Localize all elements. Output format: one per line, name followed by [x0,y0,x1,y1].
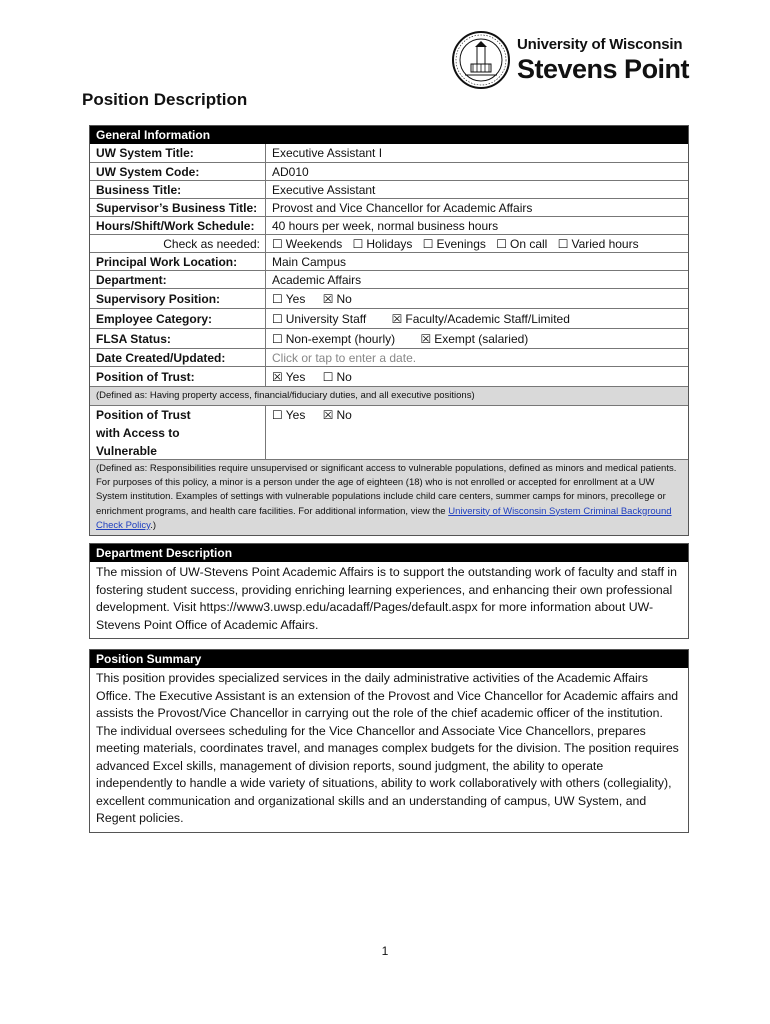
option-label: Exempt (salaried) [434,332,529,346]
row-business-title [90,180,688,198]
row-employee-category [90,308,688,328]
row-location [90,252,688,270]
checkbox-no[interactable] [323,370,352,384]
checkbox-exempt[interactable] [420,332,528,346]
label: Supervisory Position: [90,289,266,308]
label: Hours/Shift/Work Schedule: [90,217,266,234]
date-input[interactable]: Click or tap to enter a date. [272,351,417,365]
logo-line-2: Stevens Point [517,54,690,84]
label: Principal Work Location: [90,253,266,270]
checkbox-checked-icon: ☒ [420,332,432,346]
label: Position of Trust with Access to Vulnerable [90,406,266,459]
checkbox-unchecked-icon: ☐ [272,312,283,326]
value[interactable]: Main Campus [272,255,347,269]
department-description-header: Department Description [90,544,688,562]
criminal-background-policy-link[interactable]: University of Wisconsin System Criminal Background Check Policy [96,505,672,531]
checkbox-unchecked-icon: ☐ [496,237,507,251]
note-end: .) [150,519,157,531]
row-flsa [90,328,688,348]
general-information-header: General Information [90,126,688,144]
label: Position of Trust: [90,367,266,386]
row-hours [90,216,688,234]
checkbox-unchecked-icon: ☐ [557,237,569,251]
value[interactable]: Executive Assistant I [272,146,383,160]
value[interactable]: Academic Affairs [272,273,362,287]
university-logo [451,30,691,90]
label: Supervisor’s Business Title: [90,199,266,216]
option-label: No [336,408,352,422]
option-label: No [336,292,352,306]
checkbox-unchecked-icon: ☐ [272,332,283,346]
checkbox-no[interactable] [323,292,352,306]
options [266,309,688,328]
value[interactable]: Executive Assistant [272,183,376,197]
checkbox-no[interactable] [323,408,352,422]
options [266,367,688,386]
options [266,235,688,252]
checkbox-checked-icon: ☒ [272,370,283,384]
checkbox-checked-icon: ☒ [322,408,334,422]
general-information-table [89,125,689,536]
option-label: Non-exempt (hourly) [285,332,396,346]
label: Employee Category: [90,309,266,328]
label: Department: [90,271,266,288]
position-summary-section [89,649,689,833]
vulnerable-note [90,459,688,535]
checkbox-evenings[interactable] [423,237,486,251]
page-title: Position Description [82,90,248,109]
row-check-as-needed [90,234,688,252]
trust-note: (Defined as: Having property access, financial/fiduciary duties, and all executive positions) [90,386,688,405]
checkbox-unchecked-icon: ☐ [422,237,434,251]
note-text: (Defined as: Responsibilities require unsupervised or significant access to vulnerable populations, defined as minors and medical patients. For purposes of this policy, a minor is a person under the age of eighteen (18) who is not enrolled or accepted for enrollment at a UW System institution. Examples of settings with vulnerable populations include child care centers, summer camps for minors, precollege or enrichment programs, and health care facilities. For additional information, view the [96,463,677,517]
university-seal-icon [451,30,511,90]
value[interactable]: Provost and Vice Chancellor for Academic Affairs [272,201,533,215]
label: UW System Code: [90,163,266,180]
row-vulnerable-populations [90,405,688,459]
checkbox-university-staff[interactable] [272,312,366,326]
checkbox-yes[interactable] [272,292,305,306]
row-supervisor-title [90,198,688,216]
option-label: Yes [285,292,306,306]
option-label: Holidays [366,237,413,251]
logo-line-1: University of Wisconsin [517,36,683,53]
option-label: Yes [285,370,306,384]
row-position-of-trust [90,366,688,386]
checkbox-checked-icon: ☒ [322,292,334,306]
checkbox-checked-icon: ☒ [391,312,403,326]
position-summary-header: Position Summary [90,650,688,668]
page-number: 1 [381,944,389,958]
row-supervisory [90,288,688,308]
label: Business Title: [90,181,266,198]
checkbox-on-call[interactable] [496,237,547,251]
label: Date Created/Updated: [90,349,266,366]
position-summary-text: This position provides specialized services in the daily administrative activities of the Academic Affairs Office. The Executive Assistant is an extension of the Provost and Vice Chancellor for Academic affairs and assists the Provost/Vice Chancellor in carrying out the role of the chief academic officer of the institution. The individual oversees scheduling for the Vice Chancellor and Associate Vice Chancellors, prepares meeting materials, coordinates travel, and manages complex budgets for the division. The position requires advanced Excel skills, management of division reports, sound judgment, the ability to operate independently to handle a wide variety of situations, ability to work collaboratively with others (collegiality), excellent communication and organizational skills and an understanding of campus, UW System, and Regent policies. [96,671,679,825]
department-description-section [89,543,689,639]
checkbox-faculty-academic-staff[interactable] [392,312,570,326]
checkbox-varied-hours[interactable] [558,237,639,251]
checkbox-weekends[interactable] [272,237,342,251]
option-label: Varied hours [571,237,639,251]
option-label: Evenings [436,237,486,251]
row-department [90,270,688,288]
row-uw-system-title [90,144,688,162]
department-description-text: The mission of UW-Stevens Point Academic Affairs is to support the outstanding work of faculty and staff in fostering student success, providing enriching learning experiences, and enhancing their own professional development. Visit https://www3.uwsp.edu/acadaff/Pages/default.aspx for more information about UW-Stevens Point Office of Academic Affairs. [96,565,677,632]
option-label: No [336,370,352,384]
label: Check as needed: [90,235,266,252]
checkbox-non-exempt[interactable] [272,332,395,346]
option-label: Faculty/Academic Staff/Limited [405,312,570,326]
option-label: Yes [285,408,306,422]
options [266,289,688,308]
options [266,406,688,459]
value[interactable]: AD010 [272,165,309,179]
label: FLSA Status: [90,329,266,348]
checkbox-unchecked-icon: ☐ [352,237,364,251]
checkbox-yes[interactable] [272,370,305,384]
value[interactable]: 40 hours per week, normal business hours [272,219,499,233]
option-label: On call [509,237,548,251]
row-date [90,348,688,366]
option-label: Weekends [285,237,343,251]
checkbox-unchecked-icon: ☐ [272,237,283,251]
checkbox-unchecked-icon: ☐ [272,408,283,422]
checkbox-unchecked-icon: ☐ [322,370,334,384]
checkbox-yes[interactable] [272,408,305,422]
label: UW System Title: [90,144,266,162]
checkbox-unchecked-icon: ☐ [272,292,283,306]
options [266,329,688,348]
option-label: University Staff [285,312,367,326]
row-uw-system-code [90,162,688,180]
checkbox-holidays[interactable] [353,237,413,251]
